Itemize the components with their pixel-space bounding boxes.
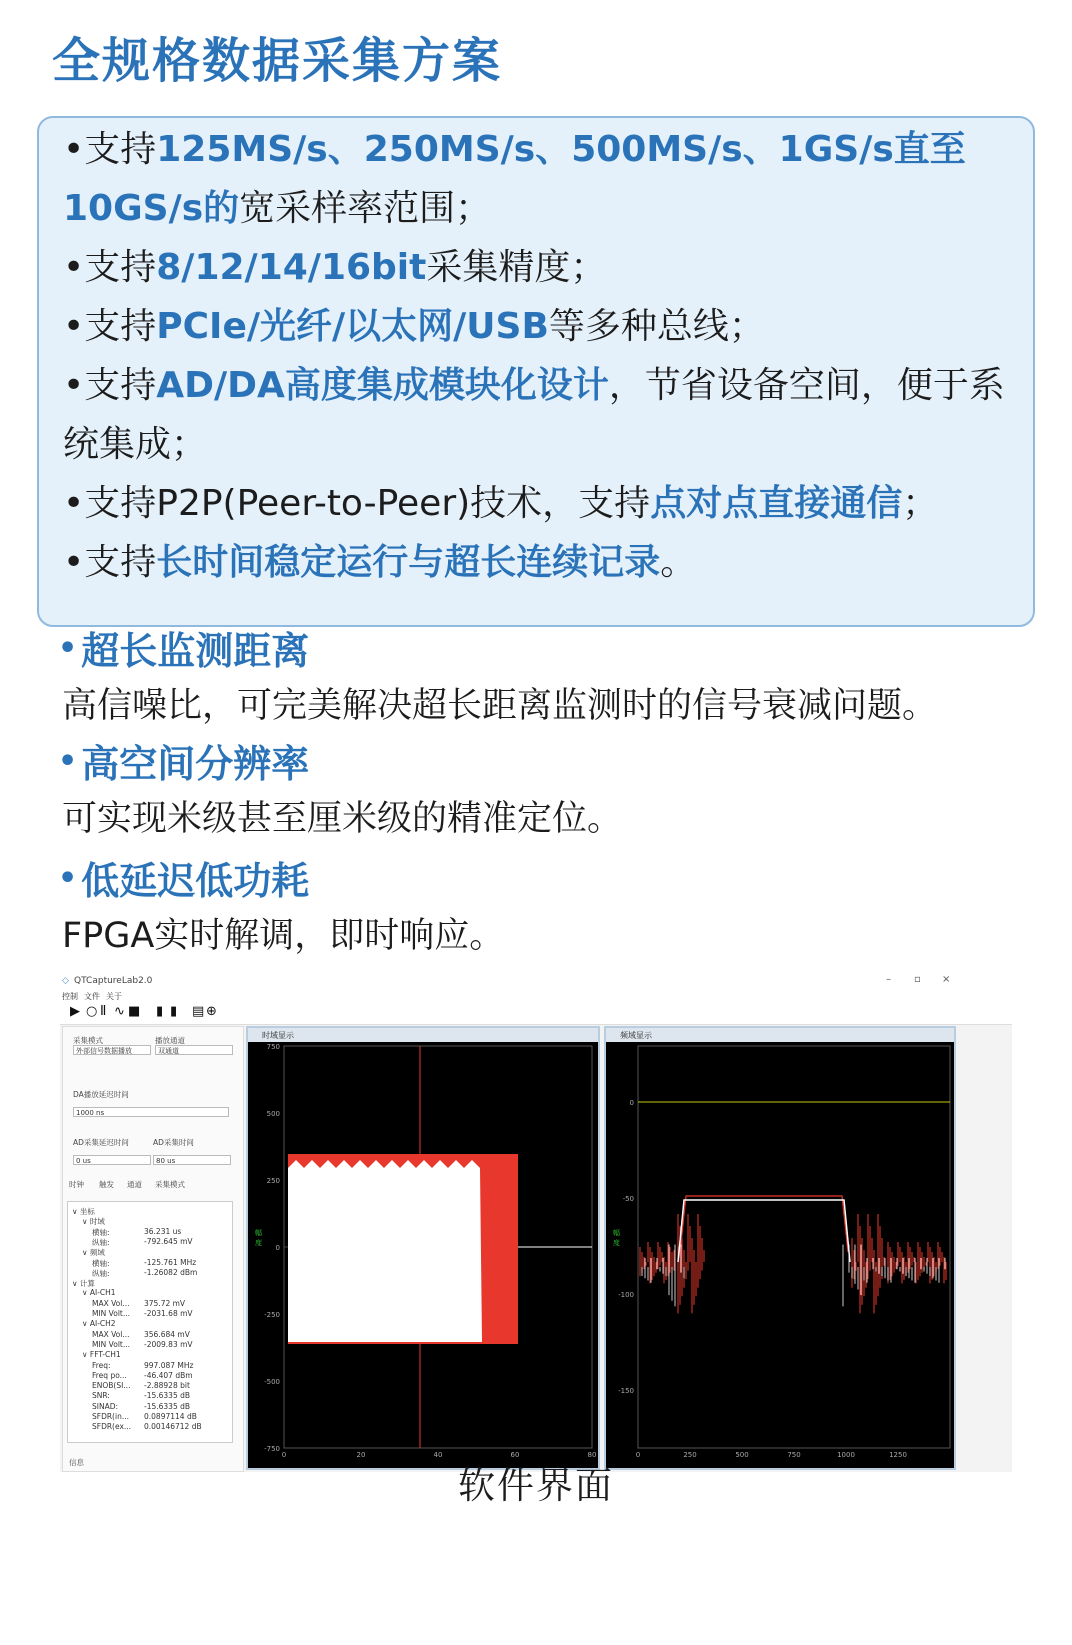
x-tick-label: 1250 [889, 1451, 907, 1459]
section-heading-text: 高空间分辨率 [81, 742, 310, 786]
tree-item-value: -15.6335 dB [144, 1391, 191, 1401]
tree-item-label[interactable]: ∨ 时域 [82, 1217, 105, 1227]
window-titlebar [60, 972, 1012, 990]
ad-delay-label: AD采集延迟时间 [73, 1138, 129, 1147]
app-logo-icon: ◇ [62, 976, 69, 986]
software-window [60, 972, 1012, 1472]
x-tick-label: 0 [635, 1451, 641, 1459]
tree-item-label[interactable]: ∨ 坐标 [72, 1207, 95, 1216]
y-tick-label: -750 [264, 1445, 280, 1453]
channel-select[interactable]: 双通道 [155, 1045, 233, 1055]
time-waveform-canvas [248, 1042, 598, 1468]
y-tick-label: -150 [618, 1387, 634, 1395]
feature-text: ，节省设备空间，便于系 [608, 365, 1005, 406]
feature-text: •支持 [63, 129, 157, 170]
page-title: 全规格数据采集方案 [52, 33, 503, 89]
tree-item-label[interactable]: MIN Volt... [92, 1339, 130, 1349]
x-tick-label: 40 [433, 1451, 443, 1459]
feature-highlight: PCIe/光纤/以太网/USB [156, 306, 549, 347]
tree-item-label[interactable]: MAX Vol... [92, 1298, 130, 1308]
feature-highlight: 8/12/14/16bit [156, 247, 427, 288]
ad-time-input[interactable]: 80 us [153, 1155, 231, 1165]
tree-item-value: 0.0897114 dB [144, 1412, 197, 1421]
minimize-button[interactable]: – [886, 974, 891, 985]
x-tick-label: 1000 [837, 1451, 855, 1459]
save-icon[interactable]: ▮ [156, 1004, 164, 1019]
x-tick-label: 750 [787, 1451, 801, 1459]
cycle-icon[interactable]: ○ [86, 1004, 98, 1019]
y-tick-label: -500 [264, 1378, 280, 1386]
y-tick-label: 0 [629, 1099, 634, 1107]
toolbar [60, 1002, 1012, 1025]
bullet-dot: • [58, 861, 78, 896]
section-body-distance: 高信噪比，可完美解决超长距离监测时的信号衰减问题。 [62, 686, 938, 726]
tree-item-value: 0.00146712 dB [144, 1422, 202, 1432]
tree-item-value: -2009.83 mV [144, 1339, 193, 1349]
tree-item-label[interactable]: SFDR(in... [92, 1412, 129, 1421]
feature-line-modular [63, 366, 1005, 406]
ad-time-label: AD采集时间 [153, 1138, 194, 1147]
ad-delay-input[interactable]: 0 us [73, 1155, 151, 1165]
ch1-spectrum-noise [640, 1214, 946, 1313]
section-heading-text: 低延迟低功耗 [81, 859, 310, 903]
menu-control[interactable]: 控制 [62, 992, 78, 1001]
tree-item-value: -2.88928 bit [144, 1381, 190, 1391]
feature-line-p2p [63, 484, 938, 524]
tree-item-value: -2031.68 mV [144, 1309, 193, 1318]
feature-line-precision [63, 248, 606, 288]
section-body-resolution: 可实现米级甚至厘米级的精准定位。 [62, 799, 623, 839]
tree-item-label[interactable]: 横轴: [92, 1258, 110, 1268]
export-icon[interactable]: ▮ [170, 1004, 178, 1019]
freq-ylabel: 幅度 [613, 1229, 620, 1247]
y-tick-label: 500 [266, 1110, 280, 1118]
tree-item-label[interactable]: 横轴: [92, 1227, 110, 1237]
tree-item-value: 997.087 MHz [144, 1360, 194, 1370]
time-plot-title: 时域显示 [262, 1031, 294, 1040]
tab-channel[interactable]: 通道 [127, 1180, 142, 1189]
tree-item-label[interactable]: 纵轴: [92, 1268, 110, 1278]
feature-line-long-run [63, 543, 696, 583]
tree-item-label[interactable]: MAX Vol... [92, 1329, 130, 1339]
feature-highlight: 长时间稳定运行与超长连续记录 [156, 542, 661, 583]
tree-item-label[interactable]: Freq po... [92, 1370, 127, 1380]
tree-item-label[interactable]: SFDR(ex... [92, 1422, 132, 1432]
feature-highlight: 点对点直接通信 [650, 483, 903, 524]
feature-line-bus [63, 307, 765, 347]
tab-acq-mode[interactable]: 采集模式 [155, 1180, 185, 1189]
tree-item-label[interactable]: ∨ AI-CH1 [82, 1288, 116, 1298]
feature-text: •支持P2P(Peer-to-Peer)技术，支持 [63, 483, 651, 524]
image-caption: 软件界面 [458, 1464, 614, 1507]
section-heading-latency [58, 850, 309, 905]
x-tick-label: 80 [587, 1451, 597, 1459]
menu-about[interactable]: 关于 [106, 992, 122, 1001]
x-tick-label: 0 [281, 1451, 287, 1459]
tree-item-value: -15.6335 dB [144, 1401, 191, 1411]
feature-text: •支持 [63, 365, 157, 406]
plot-frame [638, 1046, 950, 1448]
tree-item-label[interactable]: ∨ 计算 [72, 1279, 95, 1289]
tree-item-value: 356.684 mV [144, 1329, 190, 1339]
feature-text: 等多种总线； [548, 306, 765, 347]
play-icon[interactable]: ▶ [70, 1004, 80, 1019]
waveform-icon[interactable]: ∿ [114, 1004, 125, 1019]
feature-text: 采集精度； [426, 247, 607, 288]
tab-trigger[interactable]: 触发 [99, 1180, 114, 1189]
feature-line-sample-rate-cont [63, 189, 491, 229]
section-heading-distance [58, 620, 309, 675]
bullet-dot: • [58, 744, 78, 779]
tree-item-value: 36.231 us [144, 1226, 182, 1236]
tree-item-value: -792.645 mV [144, 1236, 193, 1246]
y-tick-label: 750 [266, 1043, 280, 1051]
feature-highlight: 10GS/s的 [63, 188, 240, 229]
grid-icon[interactable]: ■ [128, 1004, 141, 1019]
maximize-button[interactable]: ▫ [914, 974, 921, 985]
feature-text: •支持 [63, 542, 157, 583]
freq-plot-header [606, 1028, 954, 1042]
menu-file[interactable]: 文件 [84, 992, 100, 1001]
channel-label: 播放通道 [155, 1036, 185, 1045]
tree-item-label[interactable]: ∨ 频域 [82, 1248, 105, 1258]
da-delay-label: DA播放延迟时间 [73, 1090, 129, 1099]
feature-highlight: AD/DA高度集成模块化设计 [156, 365, 609, 406]
y-tick-label: 0 [275, 1244, 280, 1252]
feature-text: •支持 [63, 247, 157, 288]
feature-text: 宽采样率范围； [239, 188, 492, 229]
y-tick-label: 250 [266, 1177, 280, 1185]
feature-text: 。 [660, 542, 697, 583]
x-tick-label: 20 [356, 1451, 366, 1459]
x-tick-label: 500 [735, 1451, 749, 1459]
tree-item-label[interactable]: ∨ AI-CH2 [82, 1319, 116, 1329]
feature-line-modular-cont: 统集成； [63, 424, 208, 465]
info-label: 信息 [69, 1458, 84, 1467]
close-button[interactable]: × [942, 974, 951, 985]
mode-label: 采集模式 [73, 1036, 103, 1045]
mode-select[interactable]: 外部信号数据播放 [73, 1045, 151, 1055]
freq-plot-title: 频域显示 [620, 1031, 652, 1040]
section-body-latency: FPGA实时解调，即时响应。 [62, 916, 505, 956]
ch2-envelope [288, 1160, 482, 1342]
tree-item-label[interactable]: MIN Volt... [92, 1309, 130, 1318]
tree-item-value: -1.26082 dBm [144, 1267, 198, 1277]
tree-item-label[interactable]: ∨ FFT-CH1 [82, 1350, 121, 1360]
y-tick-label: -250 [264, 1311, 280, 1319]
menu-bar [60, 990, 1012, 1002]
tree-item-value: 375.72 mV [144, 1298, 186, 1308]
bullet-dot: • [58, 631, 78, 666]
y-tick-label: -50 [622, 1195, 634, 1203]
print-icon[interactable]: ▤ [192, 1004, 205, 1019]
pause-icon[interactable]: Ⅱ [100, 1004, 107, 1019]
tree-item-value: -125.761 MHz [144, 1257, 197, 1267]
settings-panel [62, 1026, 244, 1472]
tab-clock[interactable]: 时钟 [69, 1180, 84, 1189]
tree-item-label[interactable]: SINAD: [92, 1401, 119, 1411]
section-heading-text: 超长监测距离 [81, 629, 310, 673]
tree-item-label[interactable]: SNR: [92, 1391, 110, 1401]
time-plot-header [248, 1028, 598, 1042]
time-domain-plot[interactable] [246, 1026, 600, 1470]
tree-item-label[interactable]: Freq: [92, 1360, 111, 1370]
tree-item-label[interactable]: 纵轴: [92, 1237, 110, 1247]
window-title: QTCaptureLab2.0 [74, 976, 153, 986]
measurement-tree[interactable] [67, 1201, 233, 1443]
tree-item-label[interactable]: ENOB(SI... [92, 1381, 131, 1391]
x-tick-label: 60 [510, 1451, 520, 1459]
section-heading-resolution [58, 733, 309, 788]
feature-highlight: 125MS/s、250MS/s、500MS/s、1GS/s直至 [156, 129, 966, 170]
freq-spectrum-canvas [606, 1042, 954, 1468]
feature-text: •支持 [63, 306, 157, 347]
network-icon[interactable]: ⊕ [206, 1004, 217, 1019]
da-delay-input[interactable]: 1000 ns [73, 1107, 229, 1117]
feature-text: ； [902, 483, 939, 524]
tree-item-value: -46.407 dBm [144, 1370, 193, 1380]
y-tick-label: -100 [618, 1291, 634, 1299]
ch1-spectrum-passband [680, 1196, 848, 1252]
freq-domain-plot[interactable] [604, 1026, 956, 1470]
time-ylabel: 幅度 [255, 1229, 262, 1247]
feature-line-sample-rate [63, 130, 966, 170]
x-tick-label: 250 [683, 1451, 697, 1459]
